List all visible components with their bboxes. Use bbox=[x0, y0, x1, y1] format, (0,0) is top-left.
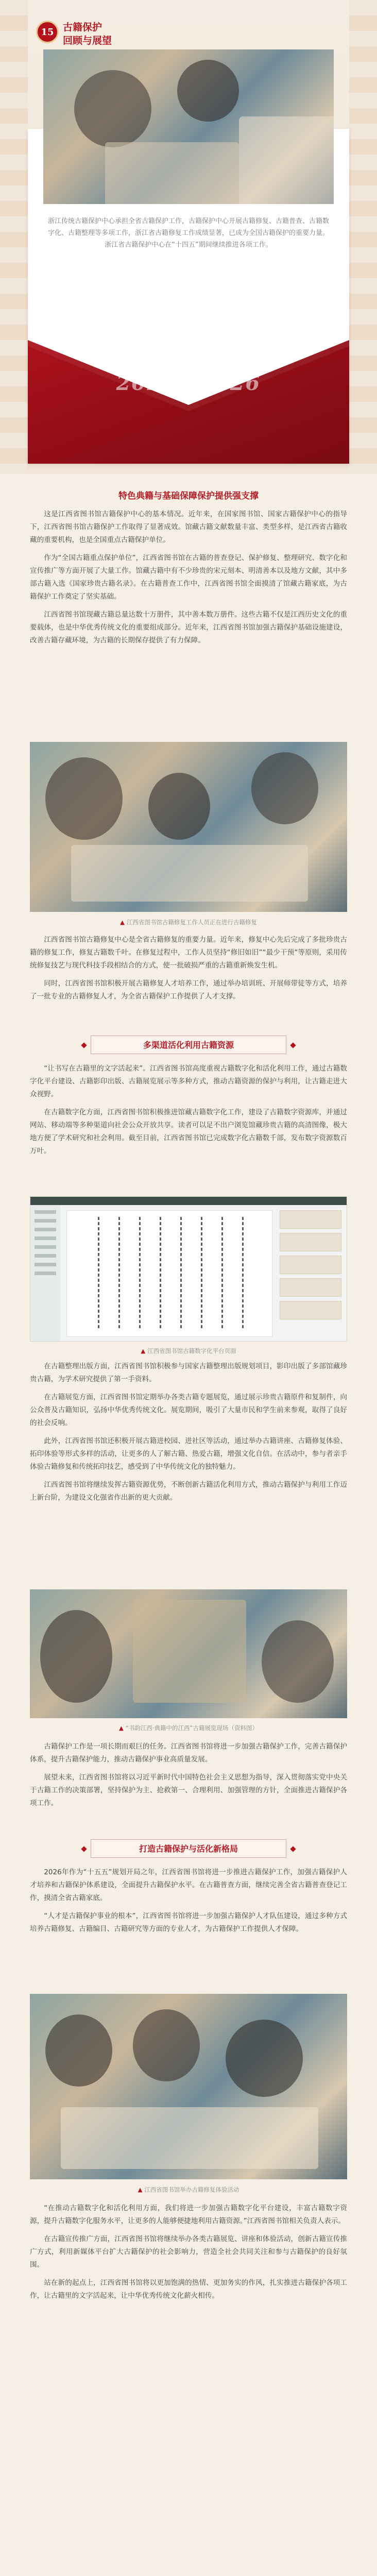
paragraph: 这是江西省图书馆古籍保护中心的基本情况。近年来，在国家图书馆、国家古籍保护中心的指导下，江西省图书馆古籍保护工作取得了显著成效。馆藏古籍文献数量丰富、类型多样，是江西省古籍收藏的重要机构，也是全国重点古籍保护单位。 bbox=[30, 510, 347, 544]
paragraph: 站在新的起点上，江西省图书馆将以更加饱满的热情、更加务实的作风，扎实推进古籍保护各项工作，让古籍里的文字活起来，让中华优秀传统文化薪火相传。 bbox=[30, 2279, 347, 2300]
article-block-5 bbox=[30, 1391, 347, 1504]
digital-platform-screenshot bbox=[30, 1196, 347, 1342]
paragraph: 在古籍展览方面，江西省图书馆定期举办各类古籍专题展览，通过展示珍贵古籍原件和复制件，向公众普及古籍知识，弘扬中华优秀传统文化。展览期间，吸引了大量市民和学生前来参观，取得了良好的社会反响。 bbox=[30, 1393, 347, 1427]
hero-caption: 浙江传统古籍保护中心承担全省古籍保护工作，古籍保护中心开展古籍修复、古籍普查、古籍数字化、古籍整理等多项工作，浙江省古籍修复工作成绩显著，已成为全国古籍保护的重要力量。浙江省古籍保护中心在“十四五”期间继续推进各项工作。 bbox=[47, 217, 329, 249]
paragraph: 江西省图书馆古籍修复中心是全省古籍修复的重要力量。近年来，修复中心先后完成了多批珍贵古籍的修复工作，修复古籍数千叶。在修复过程中，工作人员坚持“修旧如旧”“最少干预”等原则，采用传统修复技艺与现代科技手段相结合的方式，使一批破损严重的古籍重新焕发生机。 bbox=[30, 936, 347, 970]
photo-caption: ▲ “书韵江西·典籍中的江西”古籍展览现场（资料图） bbox=[119, 1724, 258, 1732]
article-block-4 bbox=[30, 1062, 347, 1158]
article-block-8 bbox=[30, 2202, 347, 2302]
year-watermark: 2025—2026 bbox=[116, 371, 261, 395]
article-block-4b bbox=[30, 1360, 347, 1386]
paragraph: 古籍保护工作是一项长期而艰巨的任务。江西省图书馆将进一步加强古籍保护工作，完善古籍保护体系，提升古籍保护能力，推动古籍保护事业高质量发展。 bbox=[30, 1742, 347, 1764]
caption-marker-icon: ▲ bbox=[119, 1724, 124, 1732]
paragraph: 2026年作为“十五五”规划开局之年，江西省图书馆将进一步推进古籍保护工作，加强古籍保护人才培养和古籍保护体系建设，全面提升古籍保护水平。在古籍普查方面，继续完善全省古籍普查登记工作，摸清全省古籍家底。 bbox=[30, 1868, 347, 1902]
caption-marker-icon: ▲ bbox=[141, 1347, 146, 1354]
caption-marker-icon: ▲ bbox=[120, 919, 125, 926]
paragraph: “人才是古籍保护事业的根本”，江西省图书馆将进一步加强古籍保护人才队伍建设，通过多种方式培养古籍修复、古籍编目、古籍研究等方面的专业人才，为古籍保护工作提供人才保障。 bbox=[30, 1912, 347, 1933]
restoration-photo bbox=[30, 742, 347, 912]
paragraph: 在古籍宣传推广方面，江西省图书馆将继续举办各类古籍展览、讲座和体验活动，创新古籍宣传推广方式，利用新媒体平台扩大古籍保护的社会影响力，营造全社会共同关注和参与古籍保护的良好氛围。 bbox=[30, 2235, 347, 2269]
exhibition-photo bbox=[30, 1589, 347, 1718]
section-heading-special-collections: 特色典籍与基础保障保护提供强支撑 bbox=[118, 491, 259, 501]
section-title: 古籍保护 bbox=[63, 22, 102, 33]
right-decoration bbox=[349, 0, 377, 474]
paragraph: 同时，江西省图书馆积极开展古籍修复人才培养工作，通过举办培训班、开展师带徒等方式，培养了一批专业的古籍修复人才，为全省古籍保护工作提供了人才支撑。 bbox=[30, 979, 347, 1001]
photo-caption: ▲ 江西省图书馆古籍修复工作人员正在进行古籍修复 bbox=[120, 919, 257, 926]
hero-section bbox=[0, 0, 377, 474]
screenshot-caption: ▲ 江西省图书馆古籍数字化平台页面 bbox=[141, 1347, 236, 1354]
paragraph: 在古籍数字化方面，江西省图书馆积极推进馆藏古籍数字化工作，建设了古籍数字资源库，并通过网站、移动端等多种渠道向社会公众开放共享。读者可以足不出户浏览馆藏珍贵古籍的高清图像，极大地方便了学术研究和社会利用。截至目前，江西省图书馆已完成数字化古籍数千部，发布数字资源数百万叶。 bbox=[30, 1108, 347, 1155]
paragraph: “让书写在古籍里的文字活起来”。江西省图书馆高度重视古籍数字化和活化利用工作，通过古籍数字化平台建设、古籍影印出版、古籍展览展示等多种方式，推动古籍资源的保护与利用，让古籍走进大众视野。 bbox=[30, 1064, 347, 1098]
paragraph: 此外，江西省图书馆还积极开展古籍进校园、进社区等活动，通过举办古籍讲座、古籍修复体验、拓印体验等形式多样的活动，让更多的人了解古籍、热爱古籍，增强文化自信。在活动中，参与者亲手体验古籍修复和传统拓印技艺，感受到了中华传统文化的独特魅力。 bbox=[30, 1437, 347, 1471]
section-subtitle: 回顾与展望 bbox=[63, 35, 112, 46]
article-block-2 bbox=[30, 508, 347, 647]
article-block-7 bbox=[30, 1866, 347, 1936]
article-block-6 bbox=[30, 1740, 347, 1810]
paragraph: 在古籍整理出版方面，江西省图书馆积极参与国家古籍整理出版规划项目，影印出版了多部馆藏珍贵古籍，为学术研究提供了第一手资料。 bbox=[30, 1362, 347, 1383]
paragraph: 江西省图书馆现藏古籍总量达数十万册件，其中善本数万册件。这些古籍不仅是江西历史文化的重要载体，也是中华优秀传统文化的重要组成部分。近年来，江西省图书馆加强古籍保护基础设施建设，改善古籍存藏环境，为古籍的长期保存提供了有力保障。 bbox=[30, 611, 347, 645]
section-heading-new-pattern: 打造古籍保护与活化新格局 bbox=[91, 1839, 286, 1858]
left-decoration bbox=[0, 0, 28, 474]
activity-photo bbox=[30, 1994, 347, 2179]
paragraph: 展望未来，江西省图书馆将以习近平新时代中国特色社会主义思想为指导，深入贯彻落实党中央关于古籍工作的决策部署，坚持保护为主、抢救第一、合理利用、加强管理的方针，全面推进古籍保护各项工作。 bbox=[30, 1773, 347, 1807]
article-block-3 bbox=[30, 934, 347, 1003]
caption-marker-icon: ▲ bbox=[138, 2186, 143, 2193]
section-heading-utilization: 多渠道活化利用古籍资源 bbox=[91, 1036, 286, 1054]
paragraph: 作为“全国古籍重点保护单位”，江西省图书馆在古籍的普查登记、保护修复、整理研究、数字化和宣传推广等方面开展了大量工作。馆藏古籍中有不少珍贵的宋元刻本、明清善本以及地方文献，其中多部古籍入选《国家珍贵古籍名录》。在古籍普查工作中，江西省图书馆全面摸清了馆藏古籍家底，为古籍保护工作奠定了坚实基础。 bbox=[30, 554, 347, 601]
paragraph: 江西省图书馆将继续发挥古籍资源优势，不断创新古籍活化利用方式，推动古籍保护与利用工作迈上新台阶，为建设文化强省作出新的更大贡献。 bbox=[30, 1481, 347, 1502]
photo-caption: ▲ 江西省图书馆举办古籍修复体验活动 bbox=[138, 2186, 239, 2193]
section-badge: 15 bbox=[36, 21, 59, 43]
hero-photo bbox=[43, 49, 334, 204]
paragraph: “在推动古籍数字化和活化利用方面，我们将进一步加强古籍数字化平台建设，丰富古籍数字资源，提升古籍数字化服务水平，让更多的人能够便捷地利用古籍资源。”江西省图书馆相关负责人表示。 bbox=[30, 2204, 347, 2225]
